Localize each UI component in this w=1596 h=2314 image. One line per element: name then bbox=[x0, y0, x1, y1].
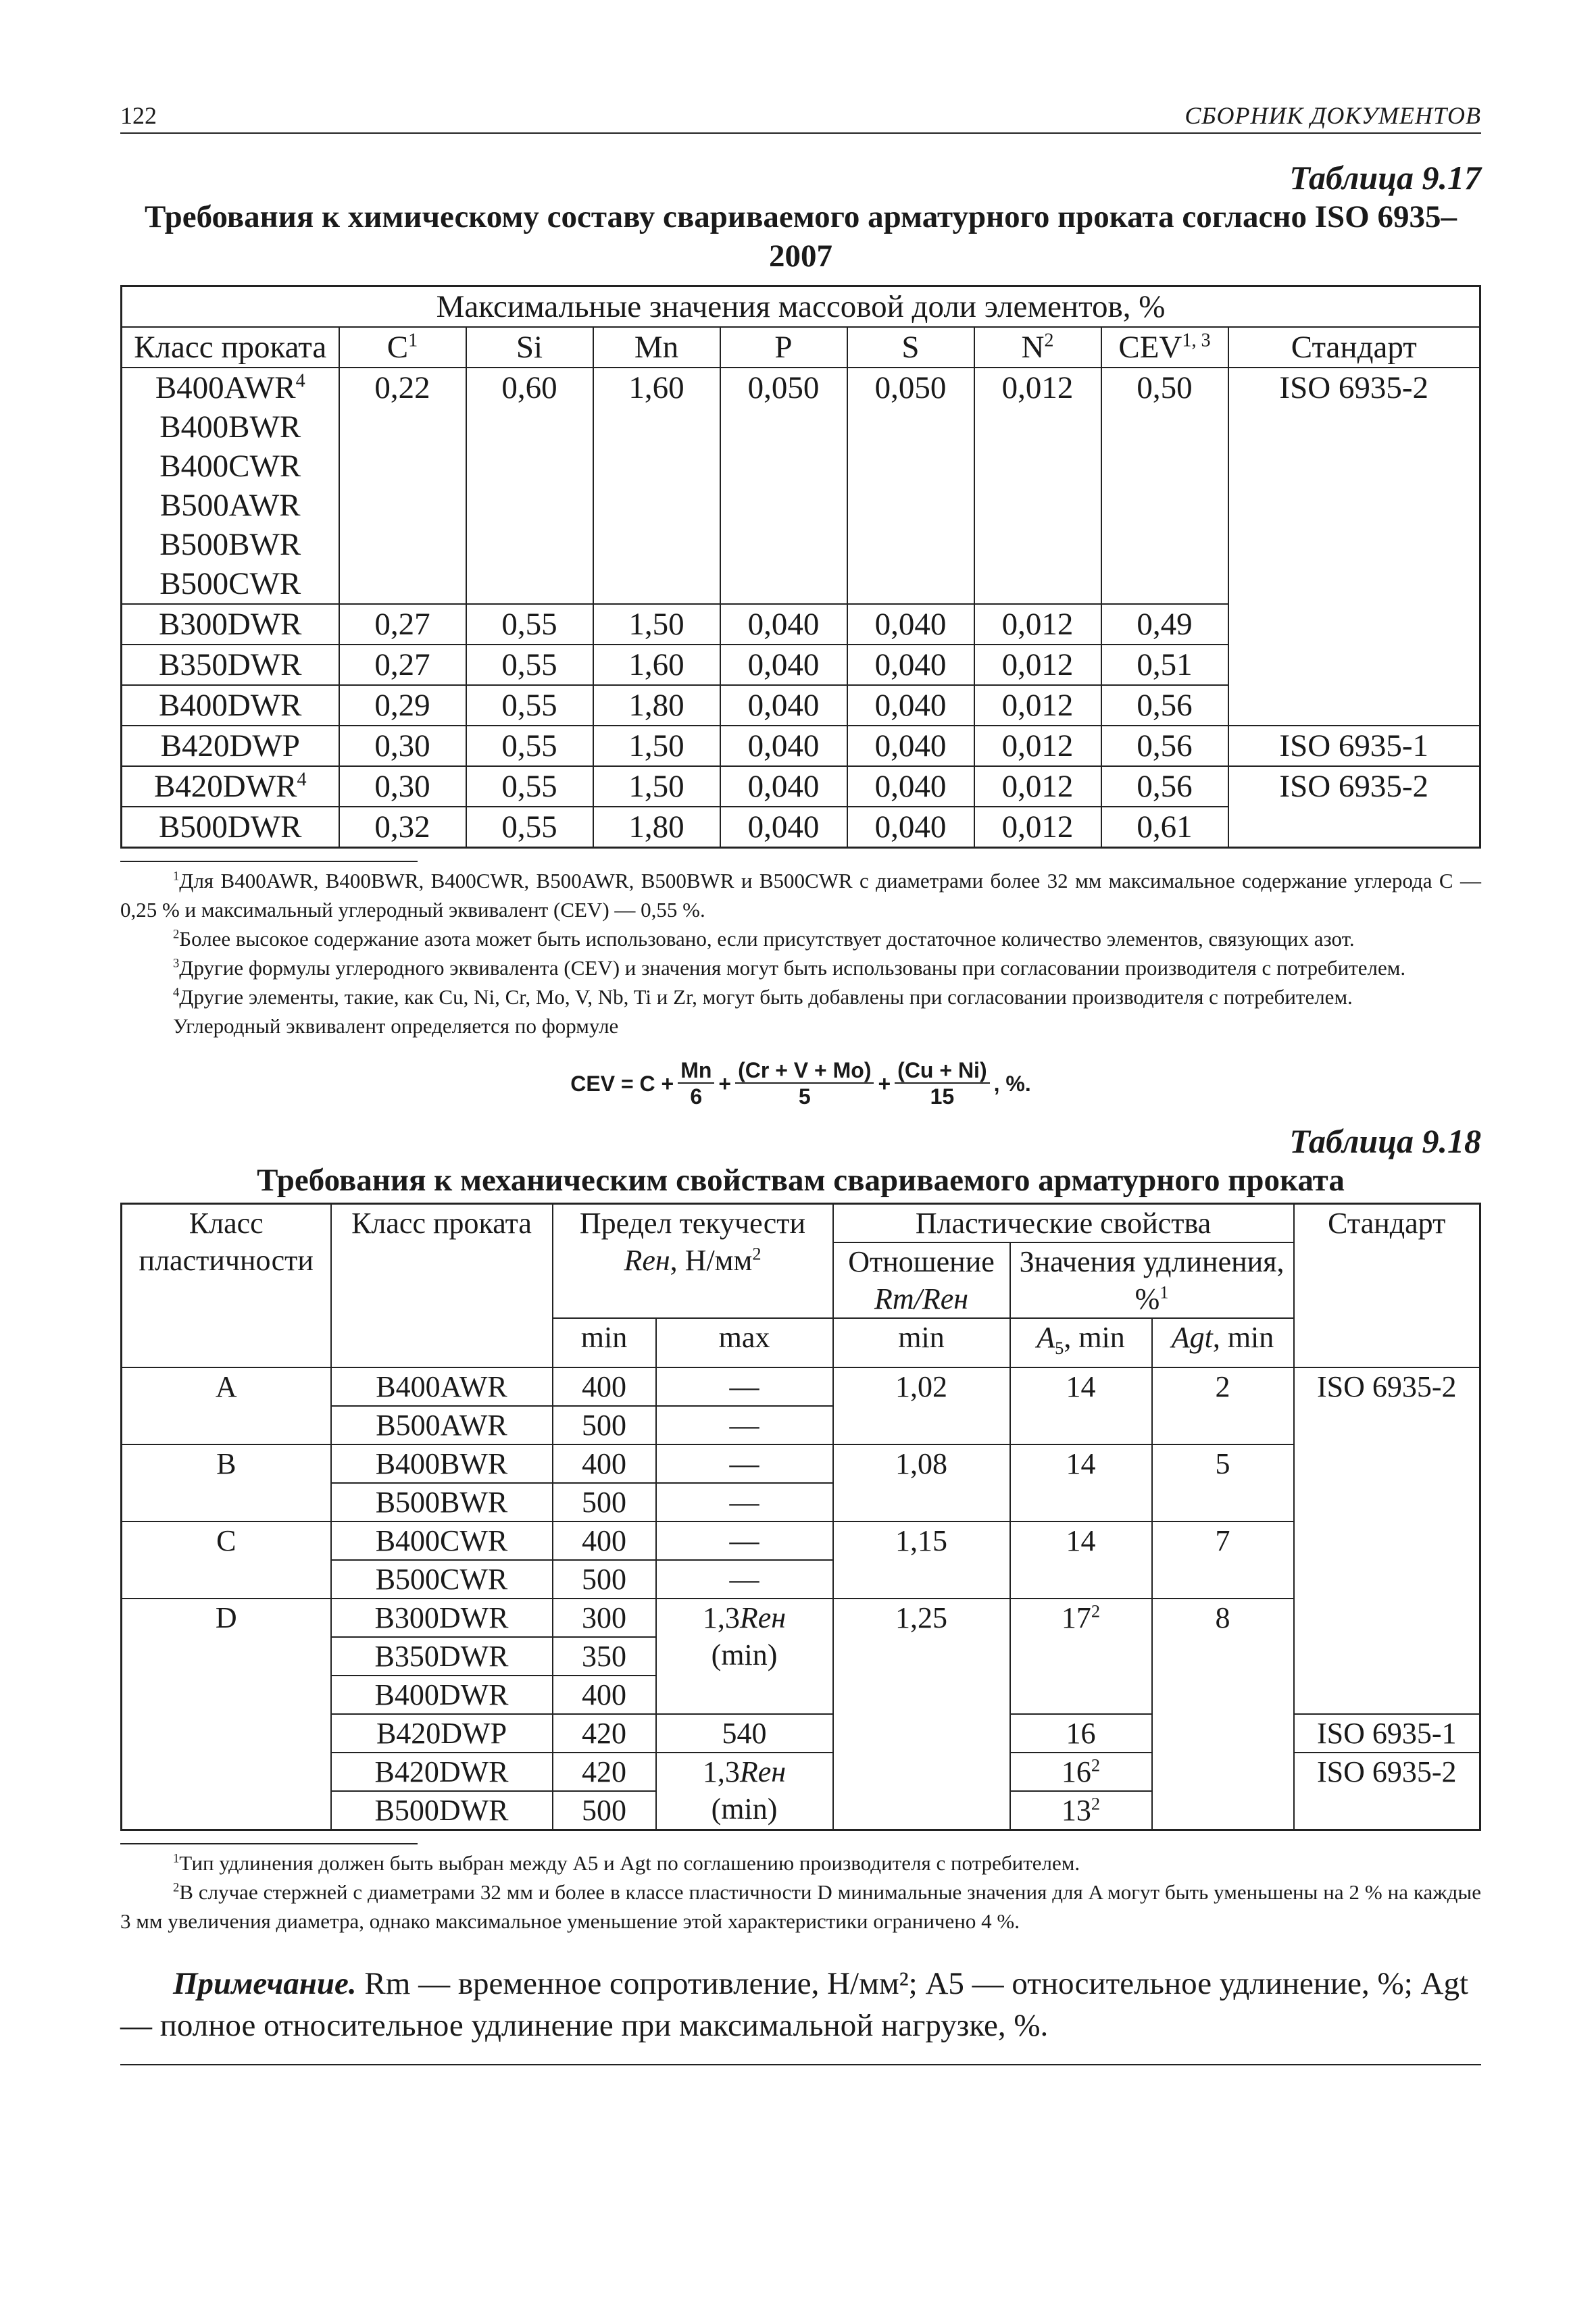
column-header: P bbox=[720, 327, 847, 368]
formula-fraction: $\frac{Mn}{6}$ bbox=[678, 1058, 714, 1109]
header-a5-min: $A_5$, min bbox=[1010, 1318, 1152, 1367]
table-title: Требования к механическим свойствам свариваемого арматурного проката bbox=[257, 1163, 1345, 1198]
group-header: Максимальные значения массовой доли элементов, % bbox=[122, 286, 1480, 328]
column-header: S bbox=[847, 327, 974, 368]
class-cell: B400CWR bbox=[331, 1521, 553, 1560]
class-name: B400DWR bbox=[159, 688, 302, 723]
value-cell: 0,012 bbox=[974, 726, 1101, 766]
header-min: min bbox=[553, 1318, 656, 1367]
max-cell: — bbox=[656, 1367, 833, 1406]
value-cell: 0,040 bbox=[720, 604, 847, 645]
table1-footnotes bbox=[120, 866, 1481, 1011]
min-cell: 500 bbox=[553, 1791, 656, 1830]
header-yield: Предел текучести Rен, $Н/мм^2$ bbox=[553, 1204, 833, 1319]
min-cell: 500 bbox=[553, 1483, 656, 1521]
a5-cell: 16 bbox=[1010, 1714, 1152, 1753]
value-cell: 0,012 bbox=[974, 645, 1101, 685]
value-cell: 0,32 bbox=[339, 807, 466, 848]
min-cell: 400 bbox=[553, 1676, 656, 1714]
value-cell: 0,040 bbox=[720, 766, 847, 807]
table-row bbox=[122, 1521, 1480, 1560]
value-cell: 0,040 bbox=[847, 766, 974, 807]
document-page bbox=[120, 101, 1481, 2065]
class-name: B500DWR bbox=[159, 809, 302, 845]
chemical-composition-table bbox=[120, 285, 1481, 849]
value-cell: 1,60 bbox=[593, 368, 720, 604]
value-cell: 0,30 bbox=[339, 726, 466, 766]
standard-cell: ISO 6935-1 bbox=[1294, 1714, 1480, 1753]
running-title: СБОРНИК ДОКУМЕНТОВ bbox=[1184, 102, 1481, 129]
standard-cell: ISO 6935-1 bbox=[1228, 726, 1480, 766]
formula-intro: Углеродный эквивалент определяется по формуле bbox=[173, 1014, 619, 1038]
value-cell: 0,040 bbox=[720, 807, 847, 848]
class-cell: B500BWR bbox=[331, 1483, 553, 1521]
agt-cell: 8 bbox=[1152, 1599, 1294, 1830]
ratio-cell: 1,08 bbox=[833, 1444, 1010, 1521]
value-cell: 0,040 bbox=[847, 807, 974, 848]
table-row bbox=[122, 766, 1480, 807]
max-cell: 540 bbox=[656, 1714, 833, 1753]
value-cell: 1,80 bbox=[593, 807, 720, 848]
class-name: B420DWR$^4$ bbox=[153, 769, 307, 804]
value-cell: 0,51 bbox=[1101, 645, 1228, 685]
standard-cell: ISO 6935-2 bbox=[1294, 1367, 1480, 1714]
header-plastic: Пластические свойства bbox=[833, 1204, 1294, 1243]
class-cell: B400DWR bbox=[331, 1676, 553, 1714]
class-cell: B400BWR bbox=[331, 1444, 553, 1483]
value-cell: 0,56 bbox=[1101, 685, 1228, 726]
footnote: $^4$Другие элементы, такие, как Cu, Ni, Cr, Mo, V, Nb, Ti и Zr, могут быть добавлены при согласовании производителя с потребителем. bbox=[173, 985, 1353, 1009]
value-cell: 0,050 bbox=[847, 368, 974, 604]
class-name: B500BWR bbox=[159, 527, 301, 562]
class-cell: B420DWR bbox=[331, 1753, 553, 1791]
min-cell: 400 bbox=[553, 1521, 656, 1560]
table-row bbox=[122, 726, 1480, 766]
column-header: $C^1$ bbox=[339, 327, 466, 368]
class-name: B500AWR bbox=[159, 488, 301, 523]
value-cell: 0,040 bbox=[720, 685, 847, 726]
class-name: B400BWR bbox=[159, 409, 301, 445]
value-cell: 0,55 bbox=[466, 807, 593, 848]
header-rolled-class: Класс проката bbox=[331, 1204, 553, 1367]
value-cell: 0,012 bbox=[974, 807, 1101, 848]
header-ratio-min: min bbox=[833, 1318, 1010, 1367]
table-label: Таблица 9.17 bbox=[1289, 159, 1481, 197]
value-cell: 0,050 bbox=[720, 368, 847, 604]
class-cell bbox=[122, 766, 339, 807]
max-cell: — bbox=[656, 1560, 833, 1599]
agt-cell: 2 bbox=[1152, 1367, 1294, 1444]
header-elongation: Значения удлинения, %$^1$ bbox=[1010, 1242, 1294, 1318]
class-name: B420DWP bbox=[160, 728, 300, 763]
max-cell: — bbox=[656, 1406, 833, 1444]
class-cell bbox=[122, 685, 339, 726]
value-cell: 1,50 bbox=[593, 726, 720, 766]
note-paragraph bbox=[120, 1963, 1481, 2046]
class-cell: B500DWR bbox=[331, 1791, 553, 1830]
formula-fraction: $\frac{(Cr + V + Mo)}{5}$ bbox=[735, 1058, 874, 1109]
header-ductility-class: Класс пластичности bbox=[122, 1204, 331, 1367]
class-cell: B420DWP bbox=[331, 1714, 553, 1753]
a5-cell: $17^2$ bbox=[1010, 1599, 1152, 1714]
value-cell: 0,30 bbox=[339, 766, 466, 807]
class-cell bbox=[122, 807, 339, 848]
class-name: B350DWR bbox=[159, 647, 302, 682]
value-cell: 1,50 bbox=[593, 766, 720, 807]
max-cell: — bbox=[656, 1483, 833, 1521]
ratio-cell: 1,02 bbox=[833, 1367, 1010, 1444]
min-cell: 420 bbox=[553, 1753, 656, 1791]
value-cell: 0,040 bbox=[720, 726, 847, 766]
header-standard: Стандарт bbox=[1294, 1204, 1480, 1367]
column-header: Класс проката bbox=[122, 327, 339, 368]
class-cell bbox=[122, 368, 339, 604]
table-row bbox=[122, 368, 1480, 604]
value-cell: 0,61 bbox=[1101, 807, 1228, 848]
a5-cell: 14 bbox=[1010, 1444, 1152, 1521]
max-cell: — bbox=[656, 1521, 833, 1560]
class-name: B300DWR bbox=[159, 607, 302, 642]
value-cell: 0,56 bbox=[1101, 766, 1228, 807]
ductility-cell: C bbox=[122, 1521, 331, 1599]
column-header: Mn bbox=[593, 327, 720, 368]
value-cell: 0,040 bbox=[847, 726, 974, 766]
value-cell: 0,27 bbox=[339, 604, 466, 645]
note-label: Примечание. bbox=[173, 1965, 357, 2001]
min-cell: 420 bbox=[553, 1714, 656, 1753]
a5-cell: 14 bbox=[1010, 1367, 1152, 1444]
value-cell: 0,012 bbox=[974, 766, 1101, 807]
ductility-cell: B bbox=[122, 1444, 331, 1521]
standard-cell: ISO 6935-2 bbox=[1228, 368, 1480, 726]
agt-cell: 7 bbox=[1152, 1521, 1294, 1599]
footnote: $^2$Более высокое содержание азота может быть использовано, если присутствует достаточное количество элементов, связующих азот. bbox=[173, 927, 1355, 951]
table2-footnotes bbox=[120, 1848, 1481, 1936]
value-cell: 0,040 bbox=[720, 645, 847, 685]
value-cell: 0,55 bbox=[466, 685, 593, 726]
a5-cell: $16^2$ bbox=[1010, 1753, 1152, 1791]
max-cell: — bbox=[656, 1444, 833, 1483]
value-cell: 0,55 bbox=[466, 726, 593, 766]
note-text: Rm — временное сопротивление, Н/мм²; A5 — относительное удлинение, %; Agt — полное относительное удлинение при максимальной нагрузке, %. bbox=[120, 1965, 1469, 2043]
formula-plus: + bbox=[718, 1071, 732, 1096]
cev-formula bbox=[120, 1058, 1481, 1109]
standard-cell: ISO 6935-2 bbox=[1228, 766, 1480, 848]
value-cell: 0,040 bbox=[847, 604, 974, 645]
footnote: $^2$В случае стержней с диаметрами 32 мм и более в классе пластичности D минимальные значения для A могут быть уменьшены на 2 % на каждые 3 мм увеличения диаметра, однако максимальное уменьшение этой характеристики ограничено 4 %. bbox=[120, 1880, 1481, 1933]
bottom-rule bbox=[120, 2064, 1481, 2065]
a5-cell: 14 bbox=[1010, 1521, 1152, 1599]
footnote: $^1$Для B400AWR, B400BWR, B400CWR, B500AWR, B500BWR и B500CWR с диаметрами более 32 мм максимальное содержание углерода C — 0,25 % и максимальный углеродный эквивалент (CEV) — 0,55 %. bbox=[120, 869, 1481, 922]
max-cell: 1,3Rен (min) bbox=[656, 1753, 833, 1830]
formula-lhs: CEV = C + bbox=[570, 1071, 674, 1096]
page-number: 122 bbox=[120, 102, 157, 129]
table-row bbox=[122, 1444, 1480, 1483]
ratio-cell: 1,25 bbox=[833, 1599, 1010, 1830]
footnote-rule bbox=[120, 861, 418, 862]
formula-fraction: $\frac{(Cu + Ni)}{15}$ bbox=[895, 1058, 989, 1109]
max-cell: 1,3Rен (min) bbox=[656, 1599, 833, 1714]
value-cell: 0,29 bbox=[339, 685, 466, 726]
class-cell: B350DWR bbox=[331, 1637, 553, 1676]
formula-plus: + bbox=[878, 1071, 891, 1096]
class-cell bbox=[122, 645, 339, 685]
table-label: Таблица 9.18 bbox=[1289, 1122, 1481, 1160]
value-cell: 0,49 bbox=[1101, 604, 1228, 645]
footnote: $^1$Тип удлинения должен быть выбран между A5 и Agt по соглашению производителя с потребителем. bbox=[173, 1851, 1080, 1875]
column-header: Стандарт bbox=[1228, 327, 1480, 368]
ratio-cell: 1,15 bbox=[833, 1521, 1010, 1599]
value-cell: 0,040 bbox=[847, 645, 974, 685]
footnote: $^3$Другие формулы углеродного эквивалента (CEV) и значения могут быть использованы при согласовании производителя с потребителем. bbox=[173, 956, 1406, 980]
value-cell: 0,012 bbox=[974, 685, 1101, 726]
agt-cell: 5 bbox=[1152, 1444, 1294, 1521]
column-header: CEV$^{1, 3}$ bbox=[1101, 327, 1228, 368]
mechanical-properties-table bbox=[120, 1203, 1481, 1831]
value-cell: 0,50 bbox=[1101, 368, 1228, 604]
column-header: Si bbox=[466, 327, 593, 368]
value-cell: 0,55 bbox=[466, 766, 593, 807]
class-cell bbox=[122, 726, 339, 766]
class-name: B400AWR$^4$ bbox=[155, 370, 305, 405]
running-header bbox=[120, 101, 1481, 134]
formula-intro-block bbox=[120, 1011, 1481, 1040]
header-agt-min: Agt, min bbox=[1152, 1318, 1294, 1367]
class-name: B400CWR bbox=[159, 449, 301, 484]
standard-cell: ISO 6935-2 bbox=[1294, 1753, 1480, 1830]
value-cell: 0,012 bbox=[974, 604, 1101, 645]
value-cell: 0,56 bbox=[1101, 726, 1228, 766]
class-cell: B400AWR bbox=[331, 1367, 553, 1406]
table-row bbox=[122, 1599, 1480, 1637]
value-cell: 0,012 bbox=[974, 368, 1101, 604]
formula-tail: , %. bbox=[993, 1071, 1031, 1096]
header-max: max bbox=[656, 1318, 833, 1367]
value-cell: 0,55 bbox=[466, 604, 593, 645]
min-cell: 400 bbox=[553, 1367, 656, 1406]
a5-cell: $13^2$ bbox=[1010, 1791, 1152, 1830]
header-ratio: Отношение Rm/Rен bbox=[833, 1242, 1010, 1318]
value-cell: 1,60 bbox=[593, 645, 720, 685]
min-cell: 350 bbox=[553, 1637, 656, 1676]
value-cell: 0,22 bbox=[339, 368, 466, 604]
class-cell: B500AWR bbox=[331, 1406, 553, 1444]
value-cell: 1,80 bbox=[593, 685, 720, 726]
class-cell: B300DWR bbox=[331, 1599, 553, 1637]
min-cell: 500 bbox=[553, 1406, 656, 1444]
min-cell: 400 bbox=[553, 1444, 656, 1483]
footnote-rule bbox=[120, 1843, 418, 1844]
value-cell: 0,27 bbox=[339, 645, 466, 685]
value-cell: 1,50 bbox=[593, 604, 720, 645]
class-cell: B500CWR bbox=[331, 1560, 553, 1599]
ductility-cell: D bbox=[122, 1599, 331, 1830]
table-row bbox=[122, 1367, 1480, 1406]
column-header: $N^2$ bbox=[974, 327, 1101, 368]
class-cell bbox=[122, 604, 339, 645]
value-cell: 0,040 bbox=[847, 685, 974, 726]
table-title: Требования к химическому составу свариваемого арматурного проката согласно ISO 6935–2007 bbox=[145, 199, 1457, 274]
min-cell: 300 bbox=[553, 1599, 656, 1637]
value-cell: 0,55 bbox=[466, 645, 593, 685]
ductility-cell: A bbox=[122, 1367, 331, 1444]
class-name: B500CWR bbox=[159, 566, 301, 601]
value-cell: 0,60 bbox=[466, 368, 593, 604]
min-cell: 500 bbox=[553, 1560, 656, 1599]
